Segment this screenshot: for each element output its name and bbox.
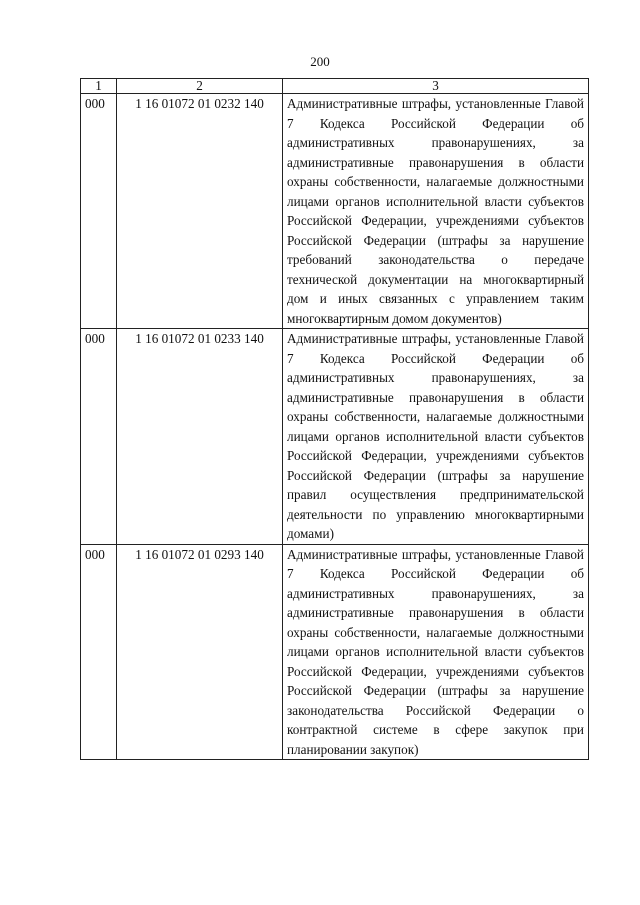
column-header-1: 1 — [81, 79, 117, 94]
kbk-code-cell: 1 16 01072 01 0293 140 — [117, 544, 283, 760]
description-cell: Административные штрафы, установленные Главой 7 Кодекса Российской Федерации об административных правонарушениях, за административные правонарушения в области охраны собственности, налагаемые должностными лицами органов исполнительной власти субъектов Российской Федерации, учреждениями субъектов Российской Федерации (штрафы за нарушение требований законодательства о передаче технической документации на многоквартирный дом и иных связанных с управлением таким многоквартирным домом документов) — [283, 94, 589, 329]
budget-classification-table — [80, 78, 589, 760]
page-number: 200 — [310, 54, 330, 69]
description-cell: Административные штрафы, установленные Главой 7 Кодекса Российской Федерации об административных правонарушениях, за административные правонарушения в области охраны собственности, налагаемые должностными лицами органов исполнительной власти субъектов Российской Федерации, учреждениями субъектов Российской Федерации (штрафы за нарушение законодательства Российской Федерации о контрактной системе в сфере закупок при планировании закупок) — [283, 544, 589, 760]
admin-code-cell: 000 — [81, 94, 117, 329]
admin-code-cell: 000 — [81, 329, 117, 545]
column-header-3: 3 — [283, 79, 589, 94]
column-header-2: 2 — [117, 79, 283, 94]
table-row — [81, 329, 589, 545]
kbk-code-cell: 1 16 01072 01 0233 140 — [117, 329, 283, 545]
table-row — [81, 94, 589, 329]
kbk-code-cell: 1 16 01072 01 0232 140 — [117, 94, 283, 329]
admin-code-cell: 000 — [81, 544, 117, 760]
table-row — [81, 544, 589, 760]
description-cell: Административные штрафы, установленные Главой 7 Кодекса Российской Федерации об административных правонарушениях, за административные правонарушения в области охраны собственности, налагаемые должностными лицами органов исполнительной власти субъектов Российской Федерации, учреждениями субъектов Российской Федерации (штрафы за нарушение правил осуществления предпринимательской деятельности по управлению многоквартирными домами) — [283, 329, 589, 545]
table-header-row — [81, 79, 589, 94]
